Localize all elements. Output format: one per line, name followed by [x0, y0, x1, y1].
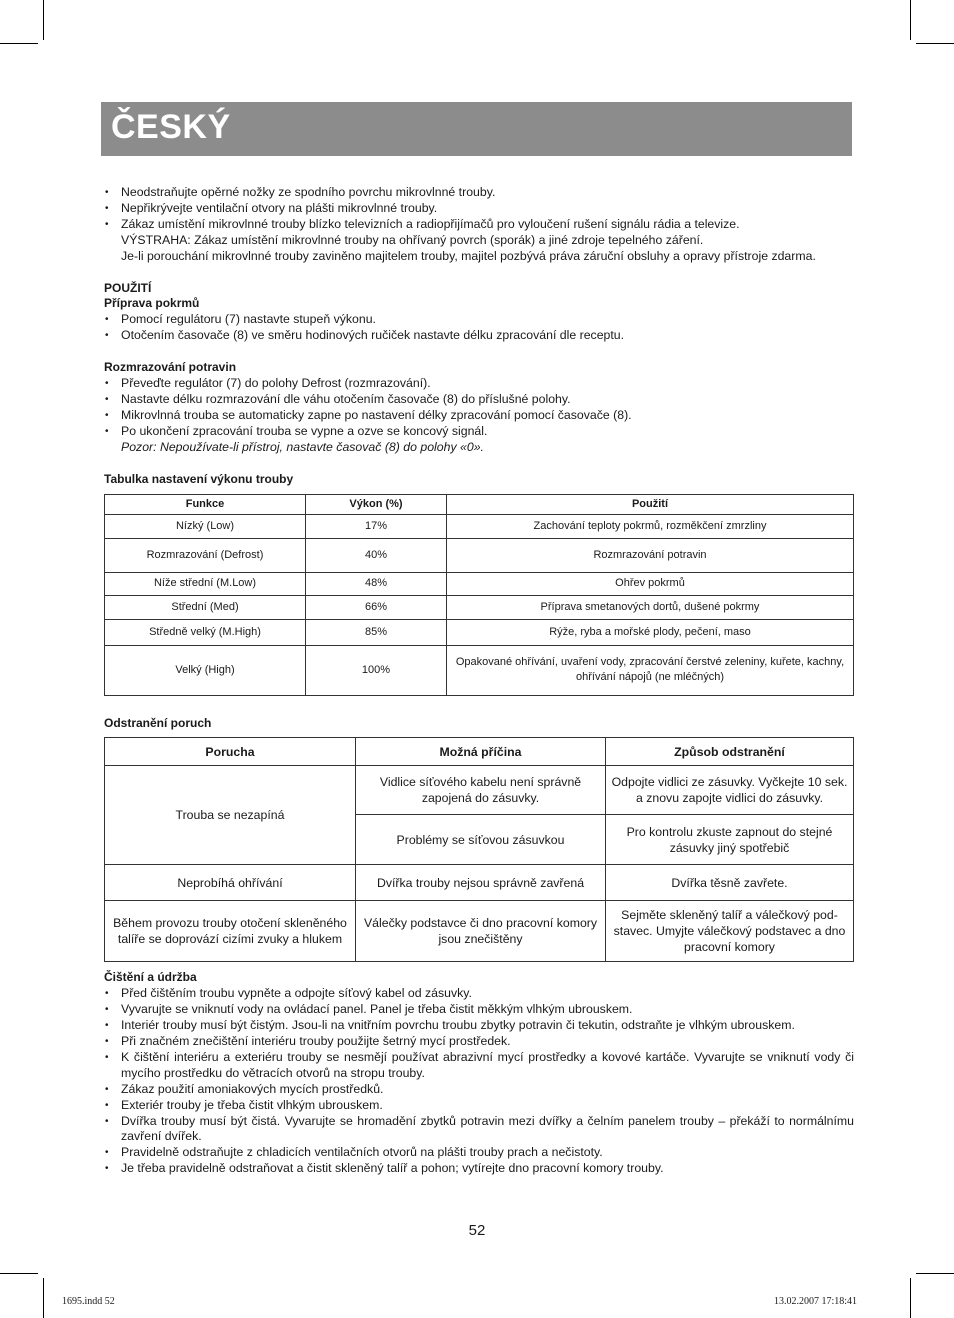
- table-cell: Neprobíhá ohřívání: [105, 865, 356, 901]
- troubleshooting-table: [104, 737, 854, 962]
- main-content: [104, 185, 854, 1177]
- table-cell: Válečky podstavce či dno pracovní komory jsou znečištěny: [356, 901, 606, 962]
- list-item: • Je třeba pravidelně odstraňovat a čistit skleněný talíř a pohon; vytírejte dno pracovní komory trouby.: [104, 1161, 854, 1177]
- subsection-heading: Příprava pokrmů: [104, 296, 200, 311]
- table-cell: Opakované ohřívání, uvaření vody, zpracování čerstvé zeleniny, kuřete, kachny, ohřívání nápojů (ne mléčných): [447, 645, 854, 695]
- table-cell: Sejměte skleněný talíř a válečkový pod-stavec. Umyjte válečkový podstavec a dno pracovní komory: [606, 901, 854, 962]
- table-cell: Nízký (Low): [105, 514, 306, 538]
- table-row: [105, 514, 854, 538]
- table-cell: Níže střední (M.Low): [105, 572, 306, 595]
- table-header: Použití: [447, 494, 854, 514]
- crop-mark: [43, 0, 44, 40]
- list-item: • Zákaz umístění mikrovlnné trouby blízko televizních a radiopřijímačů pro vyloučení rušení signálu rádia a televize.: [104, 217, 854, 233]
- table-cell: Problémy se síťovou zásuvkou: [356, 815, 606, 865]
- table-cell: Pro kontrolu zkuste zapnout do stejné zásuvky jiný spotřebič: [606, 815, 854, 865]
- defrost-note: Pozor: Nepoužívate-li přístroj, nastavte časovač (8) do polohy «0».: [121, 439, 484, 454]
- list-item: • Po ukončení zpracování trouba se vypne a ozve se koncový signál.: [104, 424, 854, 440]
- table-cell: 66%: [306, 595, 447, 619]
- list-item: • Neodstraňujte opěrné nožky ze spodního povrchu mikrovlnné trouby.: [104, 185, 854, 201]
- table-header: Funkce: [105, 494, 306, 514]
- table-cell: Střední (Med): [105, 595, 306, 619]
- list-item: • Vyvarujte se vniknutí vody na ovládací panel. Panel je třeba čistit měkkým vlhkým ubrouskem.: [104, 1002, 854, 1018]
- crop-mark: [916, 43, 954, 44]
- defrost-list: [104, 376, 854, 440]
- table-cell: Příprava smetanových dortů, dušené pokrmy: [447, 595, 854, 619]
- list-item: • Nastavte délku rozmrazování dle váhu otočením časovače (8) do příslušné polohy.: [104, 392, 854, 408]
- language-header: [101, 102, 852, 156]
- table-row: [105, 865, 854, 901]
- table-row: [105, 572, 854, 595]
- section-heading: POUŽITÍ: [104, 280, 152, 295]
- table-row: [105, 619, 854, 645]
- warning-text: VÝSTRAHA: Zákaz umístění mikrovlnné trouby na ohřívaný povrch (sporák) a jiné zdroje tepelného záření.: [121, 232, 704, 247]
- table-row: [105, 901, 854, 962]
- table-cell: Rýže, ryba a mořské plody, pečení, maso: [447, 619, 854, 645]
- power-table: [104, 494, 854, 696]
- table-title: Tabulka nastavení výkonu trouby: [104, 471, 294, 486]
- crop-mark: [0, 43, 38, 44]
- table-cell: Velký (High): [105, 645, 306, 695]
- table-row: [105, 645, 854, 695]
- table-row: [105, 538, 854, 572]
- table-cell: 85%: [306, 619, 447, 645]
- subsection-heading: Rozmrazování potravin: [104, 360, 237, 375]
- list-item: • Otočením časovače (8) ve směru hodinových ručiček nastavte délku zpracování dle receptu.: [104, 328, 854, 344]
- table-cell: 100%: [306, 645, 447, 695]
- table-cell: 40%: [306, 538, 447, 572]
- table-cell: Trouba se nezapíná: [105, 766, 356, 865]
- list-item: • Při značném znečištění interiéru trouby použijte šetrný mycí prostředek.: [104, 1034, 854, 1050]
- list-item: • Pomocí regulátoru (7) nastavte stupeň výkonu.: [104, 312, 854, 328]
- crop-mark: [910, 1278, 911, 1318]
- list-item: • Pravidelně odstraňujte z chladicích ventilačních otvorů na plášti trouby prach a nečistoty.: [104, 1145, 854, 1161]
- list-item: • K čištění interiéru a exteriéru trouby se nesmějí používat abrazivní mycí prostředky a kovové kartáče. Vyvarujte se vniknutí vody či mycího prostředku do větracích otvorů na stropu trouby.: [104, 1050, 854, 1082]
- section-heading: Čištění a údržba: [104, 970, 197, 985]
- crop-mark: [0, 1273, 38, 1274]
- table-cell: 17%: [306, 514, 447, 538]
- crop-mark: [916, 1273, 954, 1274]
- table-cell: Dvířka trouby nejsou správně zavřená: [356, 865, 606, 901]
- table-header: Výkon (%): [306, 494, 447, 514]
- language-title: ČESKÝ: [111, 108, 231, 146]
- table-header: Porucha: [105, 738, 356, 766]
- table-header: Možná příčina: [356, 738, 606, 766]
- cleaning-list: [104, 986, 854, 1177]
- warranty-text: Je-li porouchání mikrovlnné trouby zaviněno majitelem trouby, majitel pozbývá práva záruční obsluhy a opravy přístroje zdarma.: [121, 248, 816, 263]
- usage-list: [104, 312, 854, 344]
- table-cell: Ohřev pokrmů: [447, 572, 854, 595]
- table-cell: Dvířka těsně zavřete.: [606, 865, 854, 901]
- table-cell: Středně velký (M.High): [105, 619, 306, 645]
- table-cell: Zachování teploty pokrmů, rozměkčení zmrzliny: [447, 514, 854, 538]
- table-title: Odstranění poruch: [104, 715, 212, 730]
- list-item: • Zákaz použití amoniakových mycích prostředků.: [104, 1082, 854, 1098]
- table-cell: Odpojte vidlici ze zásuvky. Vyčkejte 10 sek. a znovu zapojte vidlici do zásuvky.: [606, 766, 854, 815]
- table-cell: 48%: [306, 572, 447, 595]
- list-item: • Dvířka trouby musí být čistá. Vyvarujte se hromadění zbytků potravin mezi dvířky a čelním panelem trouby – překáží to normálnímu zavření dvířek.: [104, 1114, 854, 1146]
- list-item: • Mikrovlnná trouba se automaticky zapne po nastavení délky zpracování pomocí časovače (8).: [104, 408, 854, 424]
- page-number: 52: [468, 1222, 486, 1239]
- table-cell: Vidlice síťového kabelu není správně zapojená do zásuvky.: [356, 766, 606, 815]
- table-row: [105, 766, 854, 815]
- table-cell: Během provozu trouby otočení skleněného talíře se doprovází cizími zvuky a hlukem: [105, 901, 356, 962]
- table-header: Způsob odstranění: [606, 738, 854, 766]
- footer-file-info: 1695.indd 52: [62, 1296, 115, 1307]
- table-cell: Rozmrazování (Defrost): [105, 538, 306, 572]
- list-item: • Převeďte regulátor (7) do polohy Defrost (rozmrazování).: [104, 376, 854, 392]
- footer-timestamp: 13.02.2007 17:18:41: [774, 1296, 858, 1307]
- intro-list: [104, 185, 854, 233]
- list-item: • Před čištěním troubu vypněte a odpojte síťový kabel od zásuvky.: [104, 986, 854, 1002]
- table-cell: Rozmrazování potravin: [447, 538, 854, 572]
- list-item: • Interiér trouby musí být čistým. Jsou-li na vnitřním povrchu troubu zbytky potravin či tekutin, odstraňte je vlhkým ubrouskem.: [104, 1018, 854, 1034]
- crop-mark: [43, 1278, 44, 1318]
- list-item: • Nepřikrývejte ventilační otvory na plášti mikrovlnné trouby.: [104, 201, 854, 217]
- table-row: [105, 595, 854, 619]
- crop-mark: [910, 0, 911, 40]
- list-item: • Exteriér trouby je třeba čistit vlhkým ubrouskem.: [104, 1098, 854, 1114]
